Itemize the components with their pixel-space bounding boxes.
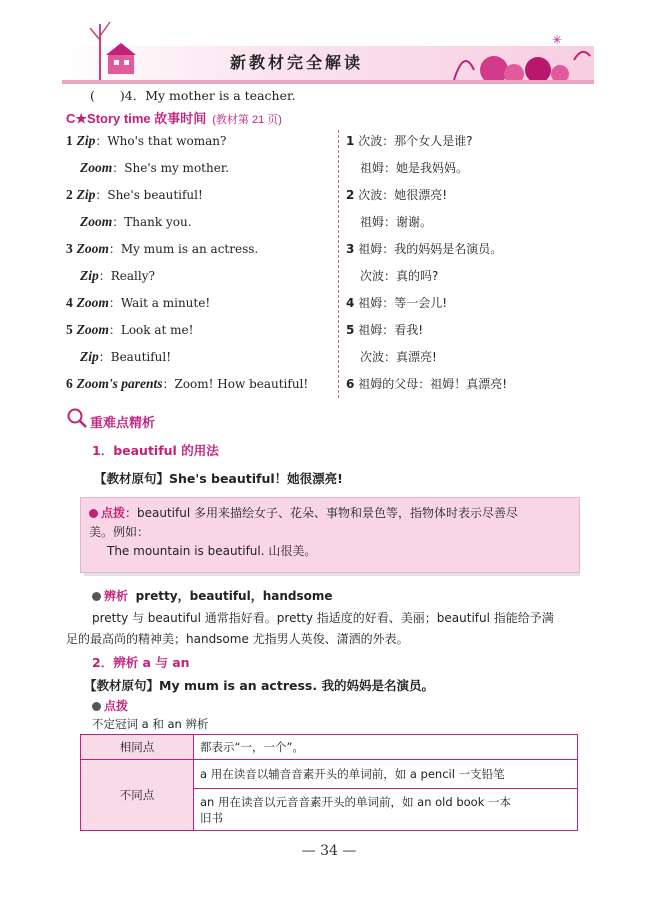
diff-an-line-1: an 用在读音以元音音素开头的单词前，如 an old book 一本 <box>200 794 512 809</box>
speaker-name: Zoom's parents <box>76 376 163 391</box>
story-english-line: 2 Zip：She's beautiful! <box>66 187 203 202</box>
bullet-icon <box>89 509 98 518</box>
story-english-line: 5 Zoom：Look at me! <box>66 322 194 337</box>
tip-example: The mountain is beautiful. 山很美。 <box>107 544 317 558</box>
story-chinese-line <box>360 348 437 365</box>
svg-text:✳: ✳ <box>552 33 563 47</box>
dialogue-text: 次波：真的吗? <box>360 269 439 283</box>
line-number: 6 <box>346 377 355 391</box>
table-caption: 不定冠词 a 和 an 辨析 <box>92 717 209 731</box>
dialogue-text: 祖姆：看我! <box>358 323 423 337</box>
analysis-heading <box>92 587 333 604</box>
diff-label: 不同点 <box>81 760 194 831</box>
dialogue-text: Thank you. <box>124 215 192 229</box>
story-english-line: 1 Zip：Who's that woman? <box>66 133 227 148</box>
question-4: ( )4．My mother is a teacher. <box>90 88 296 103</box>
speaker-name: Zoom <box>76 241 109 256</box>
dialogue-text: She's beautiful! <box>107 188 203 202</box>
analysis-line-1: pretty 与 beautiful 通常指好看。pretty 指适度的好看、美丽；beautiful 指能给予满 <box>92 611 554 625</box>
point-2-tip <box>92 697 128 714</box>
dialogue-text: 祖姆：我的妈妈是名演员。 <box>358 242 503 256</box>
tip-text-2: 美。例如： <box>89 525 150 539</box>
speaker-name: Zip <box>76 187 96 202</box>
line-number: 5 <box>66 322 73 337</box>
decor-flowers-icon <box>434 30 594 84</box>
story-english-line: Zoom：Thank you. <box>80 214 192 229</box>
story-chinese-line <box>346 240 502 257</box>
story-chinese-line <box>346 186 447 203</box>
story-heading <box>66 108 282 127</box>
dialogue-text: 祖姆的父母：祖姆！真漂亮! <box>358 377 507 391</box>
line-number: 1 <box>346 134 355 148</box>
tip-text-1: ：beautiful 多用来描绘女子、花朵、事物和景色等，指物体时表示尽善尽 <box>125 506 518 520</box>
diff-an <box>194 789 578 831</box>
dialogue-text: 次波：真漂亮! <box>360 350 437 364</box>
header-title: 新教材完全解读 <box>230 53 364 72</box>
dialogue-text: Look at me! <box>120 323 194 337</box>
dialogue-text: 次波：她很漂亮! <box>358 188 447 202</box>
tip-label: 点拨 <box>101 506 126 520</box>
story-chinese-line <box>346 132 473 149</box>
story-chinese-line <box>346 321 423 338</box>
table-row <box>81 735 578 760</box>
page-header <box>62 10 594 84</box>
page-number: — 34 — <box>301 843 357 859</box>
same-label: 相同点 <box>81 735 194 760</box>
point-2-original: 【教材原句】My mum is an actress. 我的妈妈是名演员。 <box>84 678 434 693</box>
diff-an-line-2: 旧书 <box>200 810 223 825</box>
dialogue-text: She's my mother. <box>124 161 230 175</box>
story-heading-text: C★Story time 故事时间 <box>66 111 207 126</box>
dialogue-text: Who's that woman? <box>107 134 227 148</box>
line-number: 2 <box>346 188 355 202</box>
story-note: (教材第 21 页) <box>212 114 282 126</box>
bullet-icon <box>92 702 101 711</box>
dialogue-text: 祖姆：谢谢。 <box>360 215 433 229</box>
line-number: 3 <box>66 241 73 256</box>
point-2-heading: 2．辨析 a 与 an <box>92 655 190 670</box>
header-underline <box>62 80 594 84</box>
story-english-line: Zip：Really? <box>80 268 155 283</box>
dialogue-text: Wait a minute! <box>120 296 211 310</box>
same-text: 都表示“一，一个”。 <box>194 735 578 760</box>
analysis-label: 辨析 <box>104 589 129 603</box>
tip-line-1 <box>89 504 518 522</box>
magnifier-icon <box>66 407 88 429</box>
speaker-name: Zoom <box>76 295 109 310</box>
speaker-name: Zip <box>80 268 99 283</box>
line-number: 3 <box>346 242 355 256</box>
tip-box <box>80 497 580 573</box>
speaker-name: Zoom <box>80 160 113 175</box>
speaker-name: Zoom <box>76 322 109 337</box>
dialogue-text: My mum is an actress. <box>120 242 259 256</box>
bullet-icon <box>92 592 101 601</box>
speaker-name: Zip <box>80 349 99 364</box>
story-chinese-line <box>360 267 438 284</box>
story-english-line: Zoom：She's my mother. <box>80 160 230 175</box>
point-1-heading: 1．beautiful 的用法 <box>92 443 219 458</box>
line-number: 4 <box>346 296 355 310</box>
line-number: 5 <box>346 323 355 337</box>
line-number: 2 <box>66 187 73 202</box>
story-english-line: 4 Zoom：Wait a minute! <box>66 295 211 310</box>
story-chinese-line <box>346 294 447 311</box>
speaker-name: Zip <box>76 133 96 148</box>
story-english-line: 6 Zoom's parents：Zoom! How beautiful! <box>66 376 309 391</box>
analysis-line-2: 足的最高尚的精神美；handsome 尤指男人英俊、潇洒的外表。 <box>66 632 409 646</box>
story-chinese-line <box>346 375 507 392</box>
line-number: 1 <box>66 133 73 148</box>
story-english-line: 3 Zoom：My mum is an actress. <box>66 241 259 256</box>
table-row <box>81 760 578 789</box>
story-english-line: Zip：Beautiful! <box>80 349 172 364</box>
line-number: 6 <box>66 376 73 391</box>
dialogue-text: 祖姆：她是我妈妈。 <box>360 161 469 175</box>
analysis-words: pretty，beautiful，handsome <box>135 589 333 603</box>
story-chinese-line <box>360 159 468 176</box>
speaker-name: Zoom <box>80 214 113 229</box>
dialogue-text: 祖姆：等一会儿! <box>358 296 447 310</box>
dialogue-text: Beautiful! <box>110 350 172 364</box>
dialogue-text: Really? <box>110 269 155 283</box>
diff-a: a 用在读音以辅音音素开头的单词前，如 a pencil 一支铅笔 <box>194 760 578 789</box>
column-divider <box>338 130 339 398</box>
key-points-title: 重难点精析 <box>90 416 156 431</box>
dialogue-text: 次波：那个女人是谁? <box>358 134 473 148</box>
line-number: 4 <box>66 295 73 310</box>
house-tree-icon <box>84 10 144 84</box>
story-chinese-line <box>360 213 432 230</box>
article-comparison-table <box>80 734 578 831</box>
point-2-tip-label: 点拨 <box>104 699 129 713</box>
dialogue-text: Zoom! How beautiful! <box>174 377 309 391</box>
point-1-original: 【教材原句】She's beautiful！她很漂亮! <box>94 471 343 486</box>
